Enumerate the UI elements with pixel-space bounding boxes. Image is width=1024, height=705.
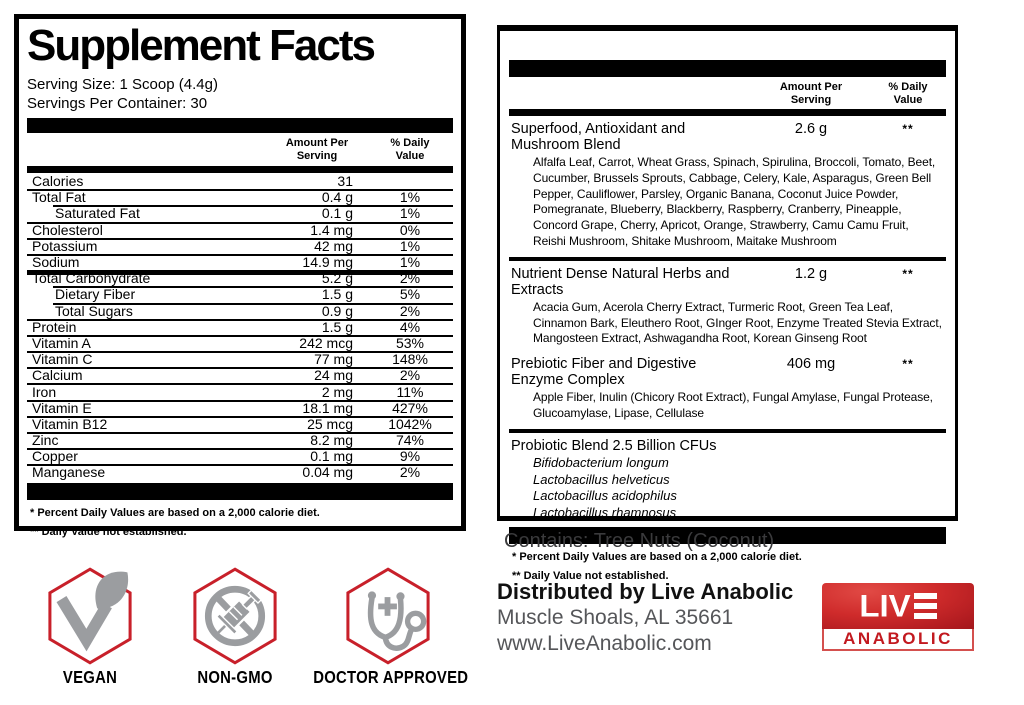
table-row: Iron 2 mg 11% — [27, 383, 453, 399]
badge-vegan — [18, 566, 162, 688]
badge-non-gmo — [163, 566, 307, 688]
probiotic-species: Lactobacillus acidophilus — [533, 488, 677, 504]
supplement-facts-panel — [14, 14, 466, 538]
distributor-block — [497, 578, 793, 657]
table-row: Total Fat 0.4 g 1% — [27, 189, 453, 205]
probiotic-species: Lactobacillus helveticus — [533, 471, 670, 487]
blend-section-header: Nutrient Dense Natural Herbs and Extracts 1.2 g ** — [511, 265, 914, 298]
footnote-daily-values: * Percent Daily Values are based on a 2,000 calorie diet. — [512, 550, 802, 563]
probiotic-species: Bifidobacterium longum — [533, 454, 669, 470]
badge-label: NON-GMO — [197, 667, 273, 687]
table-row: Vitamin E 18.1 mg 427% — [27, 400, 453, 416]
divider-bar — [27, 483, 453, 500]
blend-ingredients: Apple Fiber, Inulin (Chicory Root Extract), Fungal Amylase, Fungal Protease, Glucoamylase, Lipase, Cellulase — [533, 390, 933, 420]
blend-section-header: Superfood, Antioxidant and Mushroom Blend 2.6 g ** — [511, 121, 914, 153]
column-headers — [27, 133, 453, 166]
servings-per-container: Servings Per Container: 30 — [27, 94, 208, 112]
footnote-dv-not-established: ** Daily Value not established. — [512, 569, 669, 582]
serving-size: Serving Size: 1 Scoop (4.4g) — [27, 76, 218, 93]
daily-value-header: % Daily Value — [390, 137, 430, 162]
daily-value-header: % Daily Value — [888, 81, 928, 106]
table-row: Sodium 14.9 mg 1% — [27, 254, 453, 270]
table-row: Vitamin C 77 mg 148% — [27, 351, 453, 367]
table-row: Saturated Fat 0.1 g 1% — [27, 205, 453, 221]
distributor-website: www.LiveAnabolic.com — [497, 632, 712, 655]
no-syringe-icon — [186, 566, 284, 666]
table-row: Calories 31 — [32, 173, 353, 190]
vegan-check-leaf-icon — [41, 566, 139, 666]
allergen-statement: Contains: Tree Nuts (Coconut) — [504, 530, 775, 552]
logo-e-bars-icon — [914, 593, 937, 619]
table-row: Cholesterol 1.4 mg 0% — [27, 222, 453, 238]
table-row: Protein 1.5 g 4% — [27, 319, 453, 335]
distributor-name: Distributed by Live Anabolic — [497, 579, 794, 604]
blend-section-header: Prebiotic Fiber and Digestive Enzyme Complex 406 mg ** — [511, 356, 914, 389]
blend-section-header: Probiotic Blend 2.5 Billion CFUs — [511, 437, 717, 454]
nutrient-rows — [27, 173, 453, 481]
amount-per-serving-header: Amount Per Serving — [285, 137, 349, 162]
column-headers — [509, 77, 946, 109]
divider-bar — [509, 109, 946, 116]
blend-ingredients: Alfalfa Leaf, Carrot, Wheat Grass, Spinach, Spirulina, Broccoli, Tomato, Beet, Cucumber, Brussels Sprouts, Cabbage, Celery, Kale, Asparagus, Green Bell Pepper, Cauliflower, Parsley, Organic Banana, Coconut Juice Powder, Pomegranate, Blueberry, Blackberry, Raspberry, Cranberry, Pineapple, Concord Grape, Cherry, Apricot, Orange, Strawberry, Camu Camu Fruit, Reishi Mushroom, Shitake Mushroom, Maitake Mushroom — [533, 155, 936, 248]
table-row: Copper 0.1 mg 9% — [27, 448, 453, 464]
footnote-dv-not-established: ** Daily Value not established. — [30, 525, 187, 538]
divider-bar — [27, 118, 453, 133]
blend-ingredients: Acacia Gum, Acerola Cherry Extract, Turmeric Root, Green Tea Leaf, Cinnamon Bark, Eleuthero Root, GInger Root, Enzyme Treated Stevia Extract, Mangosteen Extract, Ashwagandha Root, Korean Ginseng Root — [533, 299, 942, 346]
table-row: Calcium 24 mg 2% — [27, 367, 453, 383]
table-row: Vitamin A 242 mcg 53% — [27, 335, 453, 351]
table-row: Potassium 42 mg 1% — [27, 238, 453, 254]
amount-per-serving-header: Amount Per Serving — [779, 81, 843, 106]
logo-live-box — [822, 583, 974, 629]
table-row: Dietary Fiber 1.5 g 5% — [27, 286, 453, 302]
logo-anabolic-text: ANABOLIC — [822, 629, 974, 651]
table-row: Total Sugars 0.9 g 2% — [27, 303, 453, 319]
divider-bar — [509, 60, 946, 77]
badge-doctor-approved — [300, 566, 476, 688]
logo-live-text: LIV — [859, 587, 911, 624]
badge-label: VEGAN — [62, 667, 118, 687]
table-row: Total Carbohydrate 5.2 g 2% — [27, 270, 453, 286]
live-anabolic-logo — [822, 583, 974, 651]
table-row: Manganese 0.04 mg 2% — [27, 464, 453, 480]
table-row: Vitamin B12 25 mcg 1042% — [27, 416, 453, 432]
footnote-daily-values: * Percent Daily Values are based on a 2,000 calorie diet. — [30, 506, 320, 519]
badge-label: DOCTOR APPROVED — [313, 667, 469, 687]
stethoscope-icon — [339, 566, 437, 666]
divider-bar — [27, 166, 453, 173]
probiotic-species: Lactobacillus rhamnosus — [533, 505, 677, 521]
supplement-facts-title: Supplement Facts — [27, 21, 374, 70]
table-row: Zinc 8.2 mg 74% — [27, 432, 453, 448]
distributor-address: Muscle Shoals, AL 35661 — [497, 606, 734, 629]
